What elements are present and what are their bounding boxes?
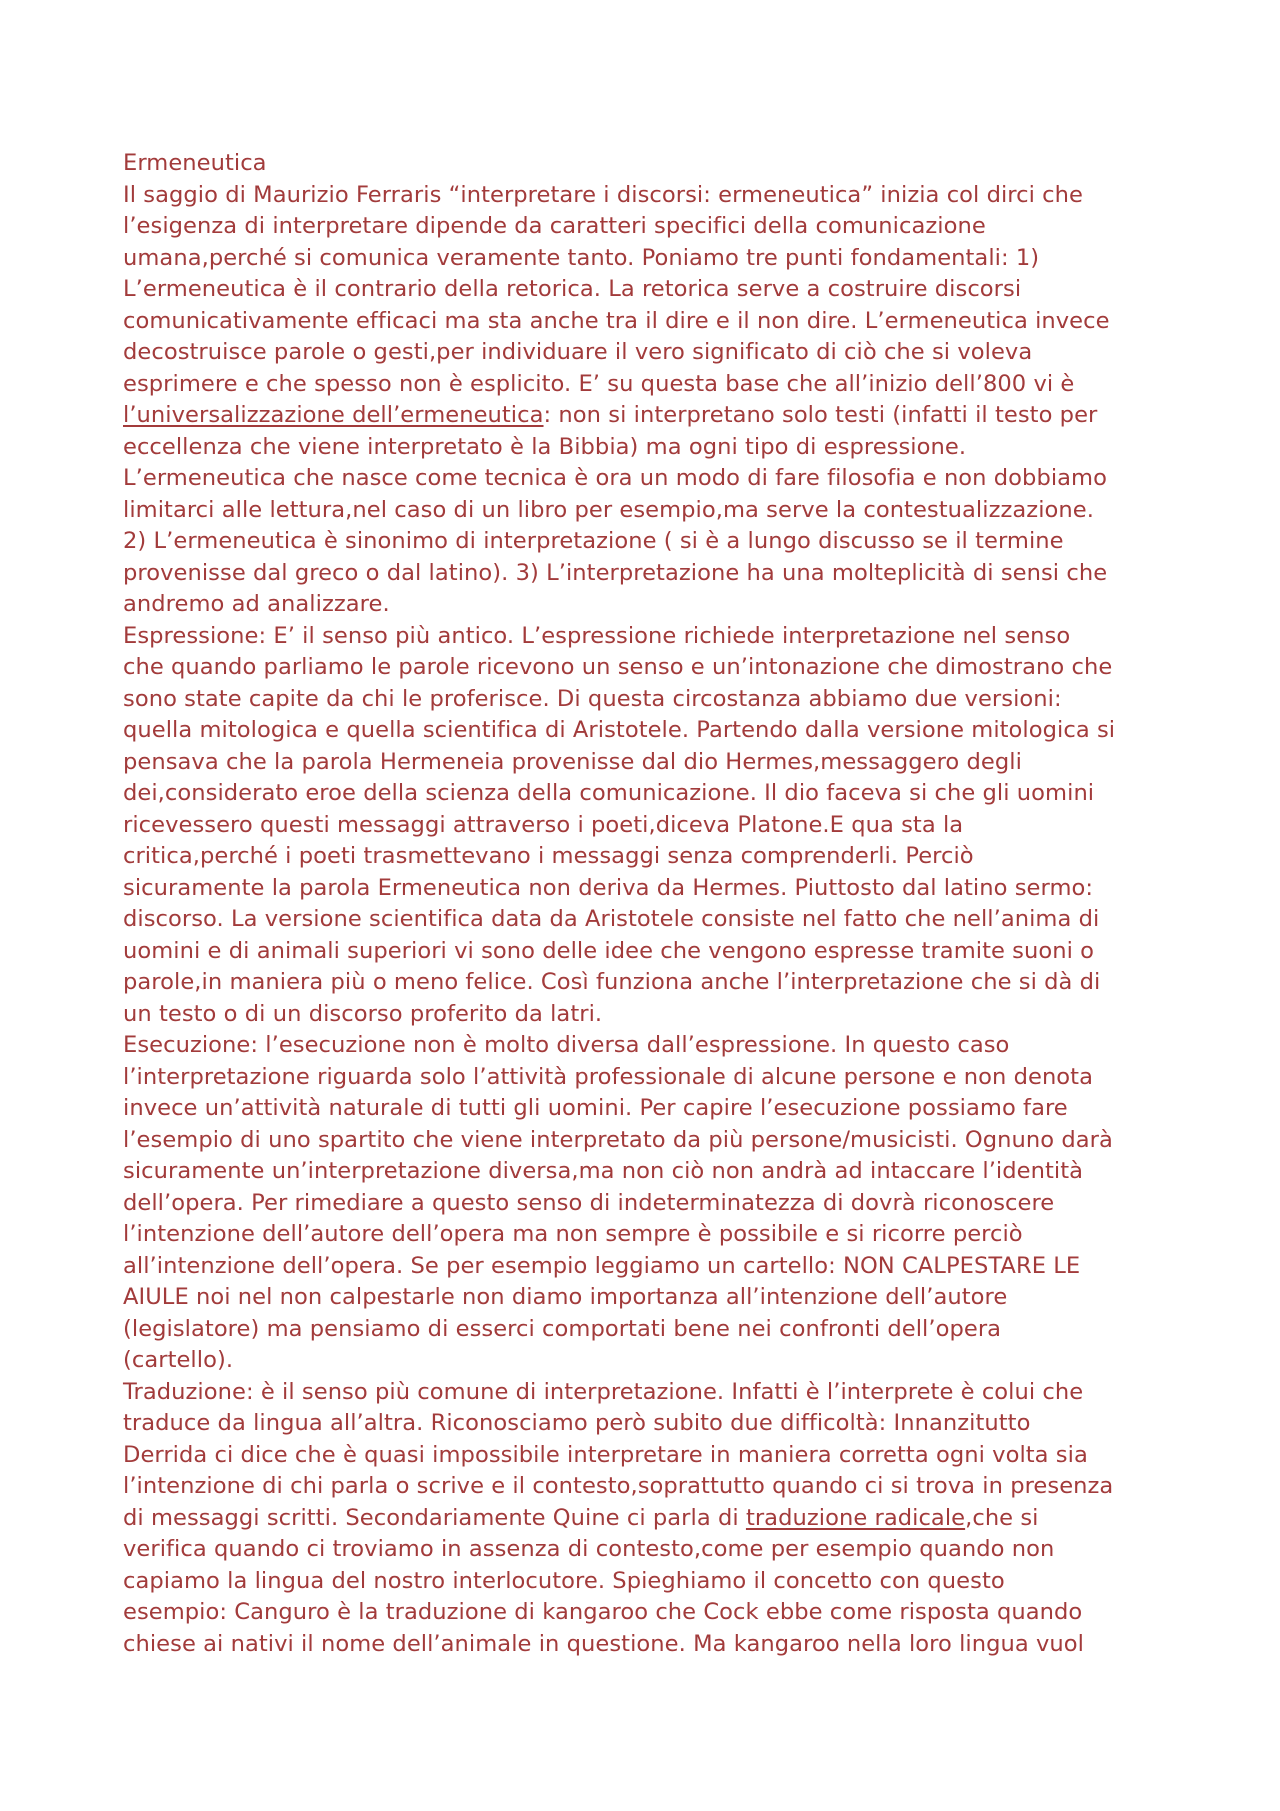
text-line: limitarci alle lettura,nel caso di un libro per esempio,ma serve la contestualizzazione. xyxy=(123,496,1094,523)
document-page xyxy=(123,148,1173,1660)
text-line: comunicativamente efficaci ma sta anche tra il dire e il non dire. L’ermeneutica invece xyxy=(123,307,1110,334)
text-line: pensava che la parola Hermeneia provenisse dal dio Hermes,messaggero degli xyxy=(123,748,1022,775)
text-line: sicuramente un’interpretazione diversa,ma non ciò non andrà ad intaccare l’identità xyxy=(123,1158,1084,1184)
text-line: traduce da lingua all’altra. Riconosciamo però subito due difficoltà: Innanzitutto xyxy=(123,1410,1031,1436)
text-line: sicuramente la parola Ermeneutica non deriva da Hermes. Piuttosto dal latino sermo: xyxy=(123,874,1094,901)
text-line: esempio: Canguro è la traduzione di kangaroo che Cock ebbe come risposta quando xyxy=(123,1599,1083,1625)
text-line: (legislatore) ma pensiamo di esserci comportati bene nei confronti dell’opera xyxy=(123,1315,1002,1342)
text-line: umana,perché si comunica veramente tanto. Poniamo tre punti fondamentali: 1) xyxy=(123,244,1040,271)
text-line: eccellenza che viene interpretato è la Bibbia) ma ogni tipo di espressione. xyxy=(123,433,967,460)
text-line: Derrida ci dice che è quasi impossibile interpretare in maniera corretta ogni volta sia xyxy=(123,1441,1088,1468)
text-line: Espressione: E’ il senso più antico. L’espressione richiede interpretazione nel senso xyxy=(123,622,1071,649)
text-line: quella mitologica e quella scientifica di Aristotele. Partendo dalla versione mitologica si xyxy=(123,717,1116,743)
text-line: all’intenzione dell’opera. Se per esempio leggiamo un cartello: NON CALPESTARE LE xyxy=(123,1252,1081,1279)
text-line xyxy=(123,400,1173,432)
text-line: capiamo la lingua del nostro interlocutore. Spieghiamo il concetto con questo xyxy=(123,1567,1005,1594)
text-line: invece un’attività naturale di tutti gli uomini. Per capire l’esecuzione possiamo fare xyxy=(123,1095,1068,1121)
text-line: Traduzione: è il senso più comune di interpretazione. Infatti è l’interprete è colui che xyxy=(123,1378,1084,1405)
text-line: critica,perché i poeti trasmettevano i messaggi senza comprenderli. Perciò xyxy=(123,843,974,869)
text-line: l’esempio di uno spartito che viene interpretato da più persone/musicisti. Ognuno darà xyxy=(123,1126,1113,1153)
text-line: chiese ai nativi il nome dell’animale in questione. Ma kangaroo nella loro lingua vuol xyxy=(123,1630,1085,1657)
text-line: L’ermeneutica è il contrario della retorica. La retorica serve a costruire discorsi xyxy=(123,276,1022,302)
text-line: L’ermeneutica che nasce come tecnica è ora un modo di fare filosofia e non dobbiamo xyxy=(123,465,1107,491)
text-line: un testo o di un discorso proferito da latri. xyxy=(123,1000,603,1027)
underlined-term: l’universalizzazione dell’ermeneutica xyxy=(123,402,544,428)
text-segment: ,che si xyxy=(965,1504,1039,1531)
text-line: (cartello). xyxy=(123,1347,234,1373)
text-line: uomini e di animali superiori vi sono delle idee che vengono espresse tramite suoni o xyxy=(123,937,1095,964)
document-title: Ermeneutica xyxy=(123,150,267,176)
text-line: AIULE noi nel non calpestarle non diamo importanza all’intenzione dell’autore xyxy=(123,1284,1008,1310)
underlined-term: traduzione radicale xyxy=(745,1504,966,1531)
text-line: che quando parliamo le parole ricevono un senso e un’intonazione che dimostrano che xyxy=(123,654,1113,680)
text-segment: : non si interpretano solo testi (infatti il testo per xyxy=(543,402,1098,428)
text-line: parole,in maniera più o meno felice. Così funziona anche l’interpretazione che si dà di xyxy=(123,969,1101,995)
text-line xyxy=(123,1503,1173,1535)
text-line: dei,considerato eroe della scienza della comunicazione. Il dio faceva si che gli uomini xyxy=(123,780,1095,806)
text-line: verifica quando ci troviamo in assenza di contesto,come per esempio quando non xyxy=(123,1536,1055,1562)
text-line: andremo ad analizzare. xyxy=(123,591,390,617)
text-line: provenisse dal greco o dal latino). 3) L’interpretazione ha una molteplicità di sensi che xyxy=(123,559,1108,586)
text-line: 2) L’ermeneutica è sinonimo di interpretazione ( si è a lungo discusso se il termine xyxy=(123,528,1064,554)
text-segment: di messaggi scritti. Secondariamente Quine ci parla di xyxy=(123,1504,746,1531)
text-line: l’interpretazione riguarda solo l’attività professionale di alcune persone e non denota xyxy=(123,1063,1093,1090)
text-line: ricevessero questi messaggi attraverso i poeti,diceva Platone.E qua sta la xyxy=(123,811,964,838)
text-line: dell’opera. Per rimediare a questo senso di indeterminatezza di dovrà riconoscere xyxy=(123,1189,1055,1216)
text-line: decostruisce parole o gesti,per individuare il vero significato di ciò che si voleva xyxy=(123,339,1033,365)
text-line: l’esigenza di interpretare dipende da caratteri specifici della comunicazione xyxy=(123,213,986,239)
text-line: l’intenzione di chi parla o scrive e il contesto,soprattutto quando ci si trova in presenza xyxy=(123,1473,1114,1499)
text-line: Esecuzione: l’esecuzione non è molto diversa dall’espressione. In questo caso xyxy=(123,1032,1010,1058)
text-line: discorso. La versione scientifica data da Aristotele consiste nel fatto che nell’anima di xyxy=(123,906,1100,932)
text-line: sono state capite da chi le proferisce. Di questa circostanza abbiamo due versioni: xyxy=(123,685,1062,712)
text-line: l’intenzione dell’autore dell’opera ma non sempre è possibile e si ricorre perciò xyxy=(123,1221,1023,1247)
text-line: Il saggio di Maurizio Ferraris “interpretare i discorsi: ermeneutica” inizia col dirci che xyxy=(123,181,1083,208)
text-line: esprimere e che spesso non è esplicito. E’ su questa base che all’inizio dell’800 vi è xyxy=(123,370,1075,397)
